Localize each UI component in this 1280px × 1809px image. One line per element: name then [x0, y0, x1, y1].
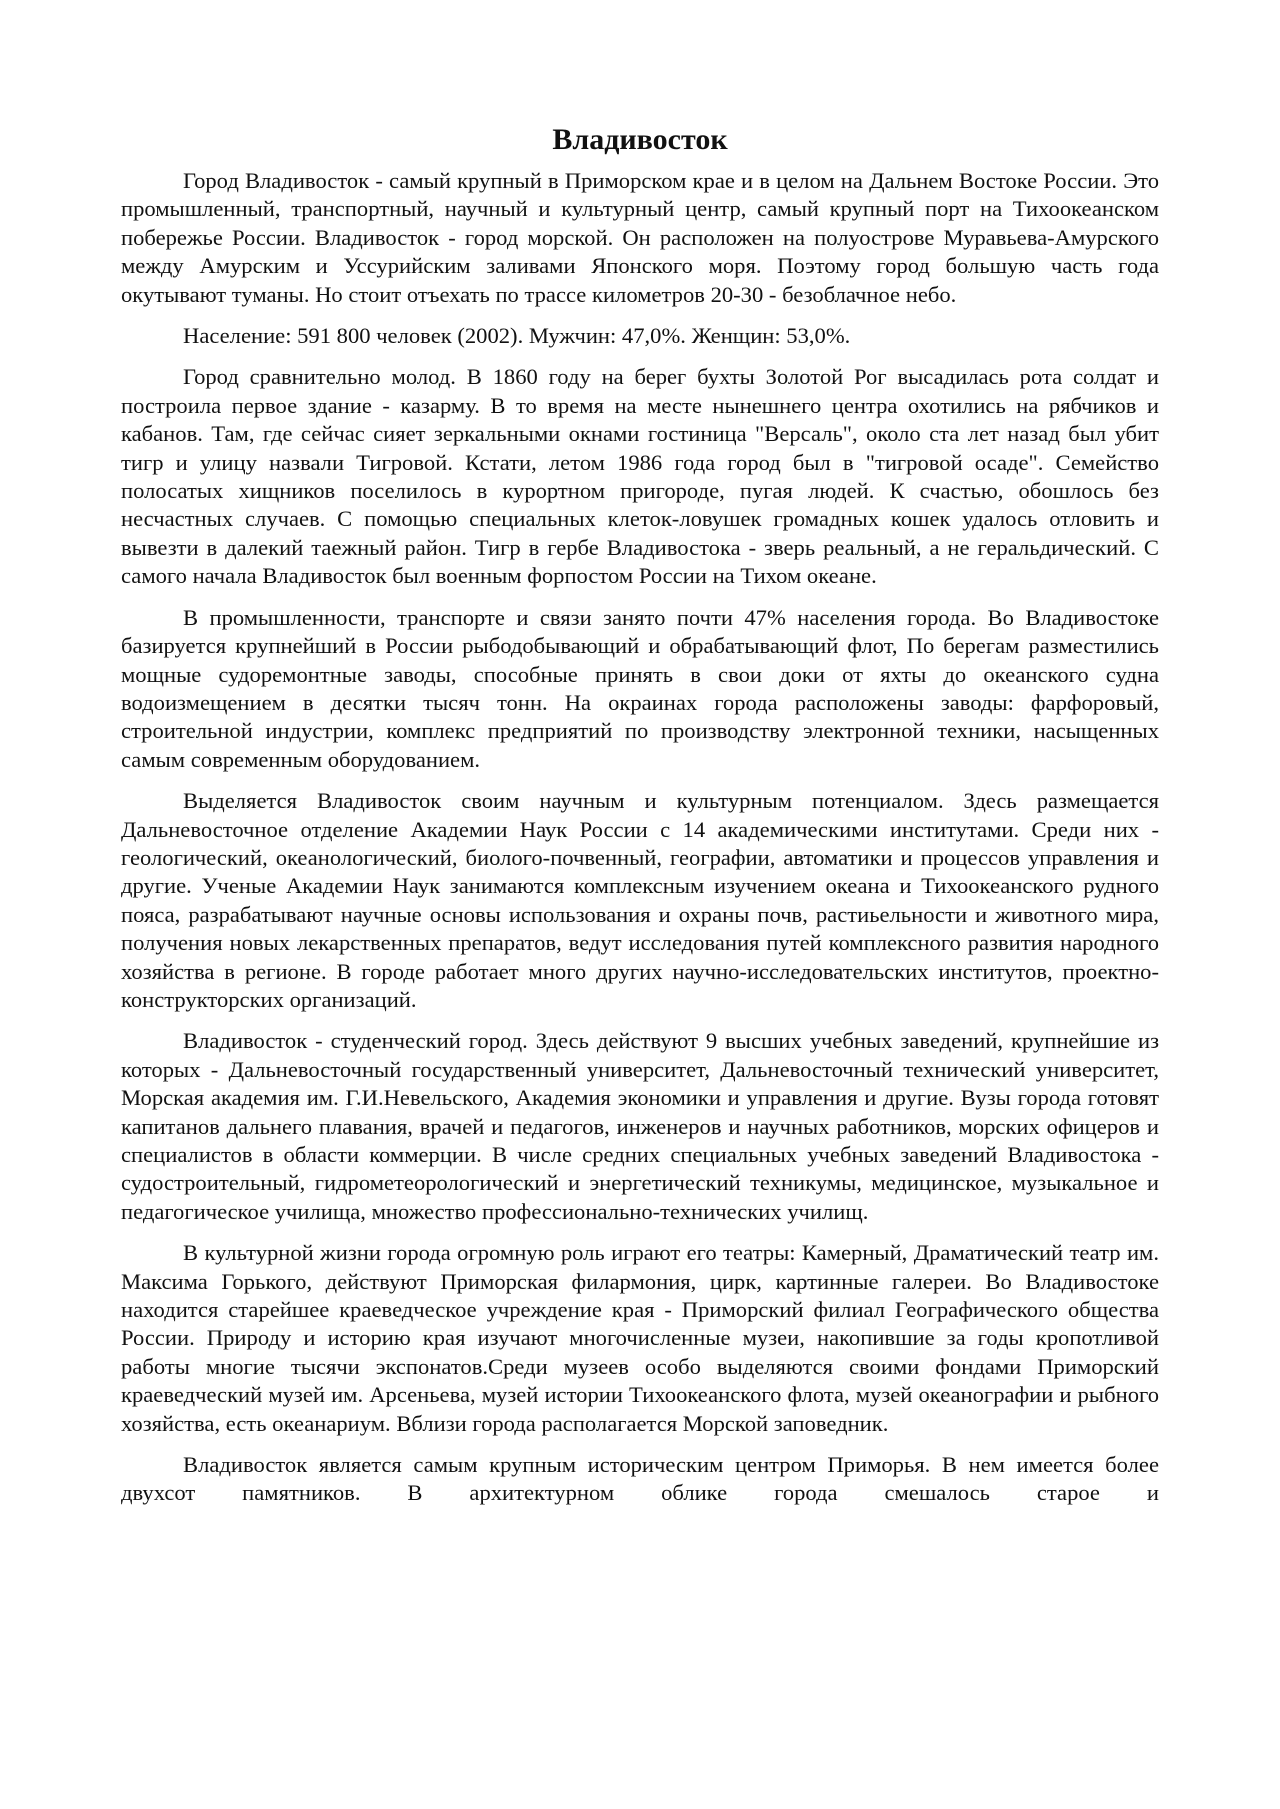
paragraph-population: Население: 591 800 человек (2002). Мужчин: 47,0%. Женщин: 53,0%. [183, 323, 851, 349]
paragraph-history: Город сравнительно молод. В 1860 году на берег бухты Золотой Рог высадилась рота солдат и построила первое здание - казарму. В то время на месте нынешнего центра охотились на рябчиков и кабанов. Там, где сейчас сияет зеркальными окнами гостиница "Версаль", около ста лет назад был убит тигр и улицу назвали Тигровой. Кстати, летом 1986 года город был в "тигровой осаде". Семейство полосатых хищников поселилось в курортном пригороде, пугая людей. К счастью, обошлось без несчастных случаев. С помощью специальных клеток-ловушек громадных кошек удалось отловить и вывезти в далекий таежный район. Тигр в гербе Владивостока - зверь реальный, а не геральдический. С самого начала Владивосток был военным форпостом России на Тихом океане. [121, 364, 1159, 589]
paragraph-industry: В промышленности, транспорте и связи занято почти 47% населения города. Во Владивостоке базируется крупнейший в России рыбодобывающий и обрабатывающий флот, По берегам разместились мощные судоремонтные заводы, способные принять в свои доки от яхты до океанского судна водоизмещением в десятки тысяч тонн. На окраинах города расположены заводы: фарфоровый, строительной индустрии, комплекс предприятий по производству электронной техники, насыщенных самым современным оборудованием. [121, 604, 1159, 772]
paragraph-monuments: Владивосток является самым крупным историческим центром Приморья. В нем имеется более двухсот памятников. В архитектурном облике города смешалось старое и [121, 1452, 1159, 1506]
paragraph-culture: В культурной жизни города огромную роль играют его театры: Камерный, Драматический театр им. Максима Горького, действуют Приморская филармония, цирк, картинные галереи. Во Владивостоке находится старейшее краеведческое учреждение края - Приморский филиал Географического общества России. Природу и историю края изучают многочисленные музеи, накопившие за годы кропотливой работы многие тысячи экспонатов.Среди музеев особо выделяются своими фондами Приморский краеведческий музей им. Арсеньева, музей истории Тихоокеанского флота, музей океанографии и рыбного хозяйства, есть океанариум. Вблизи города располагается Морской заповедник. [121, 1240, 1159, 1436]
document-content [121, 122, 1159, 1508]
document-title: Владивосток [552, 123, 728, 156]
paragraph-science: Выделяется Владивосток своим научным и культурным потенциалом. Здесь размещается Дальневосточное отделение Академии Наук России с 14 академическими институтами. Среди них - геологический, океанологический, биолого-почвенный, географии, автоматики и процессов управления и другие. Ученые Академии Наук занимаются комплексным изучением океана и Тихоокеанского рудного пояса, разрабатывают научные основы использования и охраны почв, растиьельности и животного мира, получения новых лекарственных препаратов, ведут исследования путей комплексного развития народного хозяйства в регионе. В городе работает много других научно-исследовательских институтов, проектно-конструкторских организаций. [121, 788, 1159, 1012]
paragraph-education: Владивосток - студенческий город. Здесь действуют 9 высших учебных заведений, крупнейшие из которых - Дальневосточный государственный университет, Дальневосточный технический университет, Морская академия им. Г.И.Невельского, Академия экономики и управления и другие. Вузы города готовят капитанов дальнего плавания, врачей и педагогов, инженеров и научных работников, морских офицеров и специалистов в области коммерции. В числе средних специальных учебных заведений Владивостока - судостроительный, гидрометеорологический и энергетический техникумы, медицинское, музыкальное и педагогическое училища, множество профессионально-технических училищ. [121, 1028, 1159, 1224]
paragraph-intro: Город Владивосток - самый крупный в Приморском крае и в целом на Дальнем Востоке России. Это промышленный, транспортный, научный и культурный центр, самый крупный порт на Тихоокеанском побережье России. Владивосток - город морской. Он расположен на полуострове Муравьева-Амурского между Амурским и Уссурийским заливами Японского моря. Поэтому город большую часть года окутывают туманы. Но стоит отъехать по трассе километров 20-30 - безоблачное небо. [121, 168, 1159, 307]
